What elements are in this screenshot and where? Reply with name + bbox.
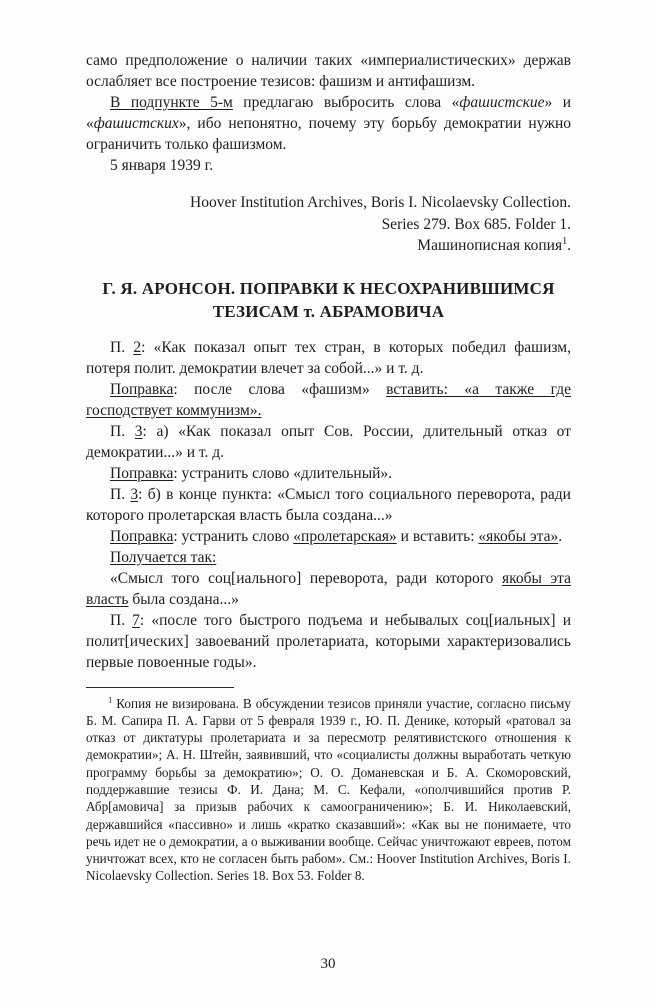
paragraph-amendment-point-3b [86,526,571,547]
text-segment: В подпункте 5-м [110,94,233,111]
text-segment: : после слова «фашизм» [173,380,387,398]
text-segment: «Смысл того соц[иального] переворота, ради которого [110,569,502,587]
paragraph-amendment-point-3a [86,463,571,484]
text-segment: предлагаю выбросить слова « [232,94,460,111]
archive-source-block [86,192,571,257]
text-segment: Поправка [110,527,174,545]
text-segment: : б) в конце пункта: «Смысл того социального переворота, ради которого пролетарская власть была создана...» [86,485,571,524]
paragraph-subpoint-5 [86,92,571,155]
text-segment: Машинописная копия [417,237,563,254]
paragraph-point-3a [86,421,571,463]
text-segment: Поправка [110,380,174,398]
text-segment: П. [110,338,134,356]
footnote-text [86,695,571,885]
text-segment: . [558,527,563,545]
source-line-copy-note [86,235,571,257]
section-heading [86,277,571,323]
text-segment: 5 января 1939 г. [110,157,214,174]
paragraph-result-label [86,547,571,568]
paragraph-result-quote [86,568,571,610]
paragraph-point-2 [86,337,571,379]
text-segment: «якобы эта» [478,527,559,545]
text-segment: «пролетарская» [293,527,397,545]
text-segment: Копия не визирована. В обсуждении тезисов приняли участие, согласно письму Б. М. Сапира П. А. Гарви от 5 февраля 1939 г., Ю. П. Денике, который «ратовал за отказ от диктатуры пролетариата и за пересмотр релятивистского отношения к демократии»; А. Н. Штейн, заявивший, что «социалисты должны выработать четкую программу борьбы за демократию»; О. О. Доманевская и Б. А. Скоморовский, поддержавшие тезисы Ф. И. Дана; М. С. Кефали, «ополчившийся против Р. Абр[амовича] за призыв рабочих к самоограничению»; Б. И. Николаевский, державшийся «пассивно» и лишь «кратко сказавший»: «Как вы не понимаете, что речь идет не о демократии, а о выживании вообще. Сейчас уничтожают евреев, потом уничтожат всех, кто не согласен быть рабом». См.: Hoover Institution Archives, Boris I. Nicolaevsky Collection. Series 18. Box 53. Folder 8. [86,695,571,884]
text-segment: 7 [132,611,140,629]
text-segment: 3 [130,485,139,503]
text-segment: П. [110,611,133,629]
text-segment: . [567,237,571,254]
paragraph-continuation [86,50,571,92]
text-segment: якобы эта власть [86,569,571,608]
text-segment: фашистские [459,94,545,111]
page-number: 30 [320,956,336,972]
paragraph-point-7 [86,610,571,673]
text-segment: : «Как показал опыт тех стран, в которых победил фашизм, потеря полит. демократии влечет за собой...» и т. д. [86,338,571,377]
paragraph-amendment-point-2 [86,379,571,421]
text-segment: », ибо непонятно, почему эту борьбу демократии нужно ограничить только фашизмом. [86,115,571,153]
text-segment: : а) «Как показал опыт Сов. России, длительный отказ от демократии...» и т. д. [86,422,571,461]
source-line-series: Series 279. Box 685. Folder 1. [381,215,571,233]
text-segment: 3 [134,422,143,440]
paragraph-point-3b [86,484,571,526]
text-segment: Поправка [110,464,174,482]
footnote-section [86,687,571,885]
text-segment: 1 [108,694,113,705]
heading-line-1: Г. Я. АРОНСОН. ПОПРАВКИ К НЕСОХРАНИВШИМСЯ [102,278,555,298]
text-segment: : «после того быстрого подъема и небывалых соц[иальных] и полит[ических] завоеваний пролетариата, которыми характеризовались первые повоенные годы». [86,611,571,671]
text-segment: 2 [133,338,142,356]
text-segment: была создана...» [128,590,239,608]
paragraph-date [86,155,571,176]
footnote-separator-rule [86,687,234,688]
text-segment: П. [110,485,131,503]
text-segment: вставить: «а также где господствует коммунизм». [86,380,571,419]
heading-line-2: ТЕЗИСАМ т. АБРАМОВИЧА [212,301,445,321]
text-segment: » и « [86,94,571,132]
source-line-archive: Hoover Institution Archives, Boris I. Nicolaevsky Collection. [190,194,571,211]
text-segment: само предположение о наличии таких «империалистических» держав ослабляет все построение тезисов: фашизм и антифашизм. [86,52,571,90]
text-segment: 1 [562,235,568,247]
text-segment: Получается так: [110,548,217,566]
text-segment: фашистских [93,115,179,132]
text-segment: : устранить слово [173,527,294,545]
text-segment: и вставить: [396,527,479,545]
text-segment: : устранить слово «длительный». [173,464,393,482]
text-segment: П. [110,422,135,440]
